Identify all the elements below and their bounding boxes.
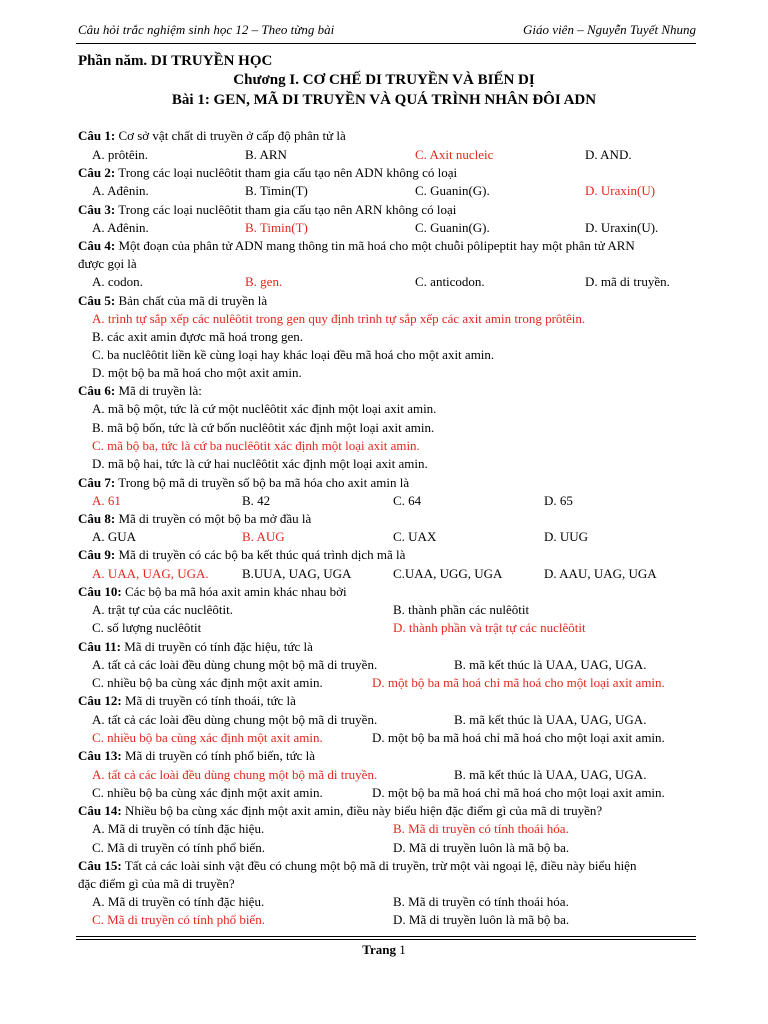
q13-option-c[interactable]: C. nhiều bộ ba cùng xác định một axit amin. — [92, 785, 323, 800]
question-4-cont: được gọi là — [78, 256, 137, 271]
q14-option-b[interactable]: B. Mã di truyền có tính thoái hóa. — [393, 821, 569, 836]
question-2: Câu 2: Trong các loại nuclêôtit tham gia cấu tạo nên ADN không có loại — [78, 165, 458, 180]
q15-option-b[interactable]: B. Mã di truyền có tính thoái hóa. — [393, 894, 569, 909]
question-5: Câu 5: Bản chất của mã di truyền là — [78, 293, 268, 308]
q14-option-c[interactable]: C. Mã di truyền có tính phổ biến. — [92, 840, 265, 855]
q5-option-a[interactable]: A. trình tự sắp xếp các nulêôtit trong gen quy định trình tự sắp xếp các axit amin trong prôtêin. — [92, 311, 586, 326]
q8-option-d[interactable]: D. UUG — [544, 529, 589, 544]
q6-option-a[interactable]: A. mã bộ một, tức là cứ một nuclêôtit xác định một loại axit amin. — [92, 401, 437, 416]
q1-option-c[interactable]: C. Axit nucleic — [415, 147, 494, 162]
header-teacher: Giáo viên – Nguyễn Tuyết Nhung — [523, 22, 696, 37]
question-15: Câu 15: Tất cả các loài sinh vật đều có chung một bộ mã di truyền, trừ một vài ngoại lệ, điều này biểu hiện — [78, 858, 637, 873]
q14-option-a[interactable]: A. Mã di truyền có tính đặc hiệu. — [92, 821, 265, 836]
footer-label: Trang — [362, 942, 396, 957]
q6-option-b[interactable]: B. mã bộ bốn, tức là cứ bốn nuclêôtit xác định một loại axit amin. — [92, 420, 435, 435]
q8-option-b[interactable]: B. AUG — [242, 529, 285, 544]
q2-option-a[interactable]: A. Ađênin. — [92, 183, 149, 198]
q11-option-d[interactable]: D. một bộ ba mã hoá chỉ mã hoá cho một loại axit amin. — [372, 675, 665, 690]
q12-option-b[interactable]: B. mã kết thúc là UAA, UAG, UGA. — [454, 712, 647, 727]
q14-option-d[interactable]: D. Mã di truyền luôn là mã bộ ba. — [393, 840, 570, 855]
q7-option-a[interactable]: A. 61 — [92, 493, 121, 508]
q9-option-c[interactable]: C.UAA, UGG, UGA — [393, 566, 503, 581]
question-9: Câu 9: Mã di truyền có các bộ ba kết thúc quá trình dịch mã là — [78, 547, 406, 562]
q12-option-d[interactable]: D. một bộ ba mã hoá chỉ mã hoá cho một loại axit amin. — [372, 730, 665, 745]
q4-option-b[interactable]: B. gen. — [245, 274, 283, 289]
q12-option-a[interactable]: A. tất cả các loài đều dùng chung một bộ mã di truyền. — [92, 712, 378, 727]
q7-option-c[interactable]: C. 64 — [393, 493, 422, 508]
question-1: Câu 1: Cơ sở vật chất di truyền ở cấp độ phân tử là — [78, 128, 346, 143]
question-8: Câu 8: Mã di truyền có một bộ ba mở đầu là — [78, 511, 312, 526]
q5-option-d[interactable]: D. một bộ ba mã hoá cho một axit amin. — [92, 365, 302, 380]
q2-option-d[interactable]: D. Uraxin(U) — [585, 183, 656, 198]
question-7: Câu 7: Trong bộ mã di truyền số bộ ba mã hóa cho axit amin là — [78, 475, 410, 490]
q13-option-b[interactable]: B. mã kết thúc là UAA, UAG, UGA. — [454, 767, 647, 782]
question-11: Câu 11: Mã di truyền có tính đặc hiệu, tức là — [78, 639, 313, 654]
question-12: Câu 12: Mã di truyền có tính thoái, tức là — [78, 693, 296, 708]
q3-option-d[interactable]: D. Uraxin(U). — [585, 220, 659, 235]
q11-option-b[interactable]: B. mã kết thúc là UAA, UAG, UGA. — [454, 657, 647, 672]
chapter-title: Chương I. CƠ CHẾ DI TRUYỀN VÀ BIẾN DỊ — [233, 72, 535, 88]
question-14: Câu 14: Nhiều bộ ba cùng xác định một axit amin, điều này biểu hiện đặc điểm gì của mã di truyền? — [78, 803, 603, 818]
q8-option-c[interactable]: C. UAX — [393, 529, 437, 544]
q1-option-b[interactable]: B. ARN — [245, 147, 287, 162]
q10-option-c[interactable]: C. số lượng nuclêôtit — [92, 620, 202, 635]
q4-option-c[interactable]: C. anticodon. — [415, 274, 485, 289]
question-6: Câu 6: Mã di truyền là: — [78, 383, 202, 398]
q15-option-d[interactable]: D. Mã di truyền luôn là mã bộ ba. — [393, 912, 570, 927]
q1-option-d[interactable]: D. AND. — [585, 147, 632, 162]
q11-option-c[interactable]: C. nhiều bộ ba cùng xác định một axit amin. — [92, 675, 323, 690]
q5-option-c[interactable]: C. ba nuclêôtit liền kề cùng loại hay khác loại đều mã hoá cho một axit amin. — [92, 347, 495, 362]
q4-option-a[interactable]: A. codon. — [92, 274, 143, 289]
header-subject: Câu hỏi trắc nghiệm sinh học 12 – Theo từng bài — [78, 22, 335, 37]
q15-option-a[interactable]: A. Mã di truyền có tính đặc hiệu. — [92, 894, 265, 909]
question-15-cont: đặc điểm gì của mã di truyền? — [78, 876, 235, 891]
q4-option-d[interactable]: D. mã di truyền. — [585, 274, 670, 289]
q1-option-a[interactable]: A. prôtêin. — [92, 147, 148, 162]
q12-option-c[interactable]: C. nhiều bộ ba cùng xác định một axit amin. — [92, 730, 323, 745]
q9-option-b[interactable]: B.UUA, UAG, UGA — [242, 566, 352, 581]
q2-option-b[interactable]: B. Timin(T) — [245, 183, 308, 198]
q6-option-c[interactable]: C. mã bộ ba, tức là cứ ba nuclêôtit xác định một loại axit amin. — [92, 438, 420, 453]
page-header — [78, 22, 696, 40]
q5-option-b[interactable]: B. các axit amin đựơc mã hoá trong gen. — [92, 329, 304, 344]
q10-option-b[interactable]: B. thành phần các nulêôtit — [393, 602, 530, 617]
q13-option-d[interactable]: D. một bộ ba mã hoá chỉ mã hoá cho một loại axit amin. — [372, 785, 665, 800]
q15-option-c[interactable]: C. Mã di truyền có tính phổ biến. — [92, 912, 265, 927]
page-footer — [0, 942, 768, 958]
q11-option-a[interactable]: A. tất cả các loài đều dùng chung một bộ mã di truyền. — [92, 657, 378, 672]
lesson-title: Bài 1: GEN, MÃ DI TRUYỀN VÀ QUÁ TRÌNH NHÂN ĐÔI ADN — [171, 92, 597, 108]
q3-option-a[interactable]: A. Ađênin. — [92, 220, 149, 235]
q10-option-d[interactable]: D. thành phần và trật tự các nuclêôtit — [393, 620, 586, 635]
q10-option-a[interactable]: A. trật tự của các nuclêôtit. — [92, 602, 233, 617]
q8-option-a[interactable]: A. GUA — [92, 529, 137, 544]
q9-option-d[interactable]: D. AAU, UAG, UGA — [544, 566, 657, 581]
q7-option-b[interactable]: B. 42 — [242, 493, 271, 508]
question-4: Câu 4: Một đoạn của phân tử ADN mang thông tin mã hoá cho một chuỗi pôlipeptit hay một phân tử ARN — [78, 238, 635, 253]
question-13: Câu 13: Mã di truyền có tính phổ biến, tức là — [78, 748, 316, 763]
q13-option-a[interactable]: A. tất cả các loài đều dùng chung một bộ mã di truyền. — [92, 767, 378, 782]
q3-option-c[interactable]: C. Guanin(G). — [415, 220, 490, 235]
footer-divider-top — [76, 936, 696, 937]
q3-option-b[interactable]: B. Timin(T) — [245, 220, 308, 235]
question-3: Câu 3: Trong các loại nuclêôtit tham gia cấu tạo nên ARN không có loại — [78, 202, 457, 217]
q9-option-a[interactable]: A. UAA, UAG, UGA. — [92, 566, 209, 581]
page-number: 1 — [399, 942, 406, 957]
q6-option-d[interactable]: D. mã bộ hai, tức là cứ hai nuclêôtit xác định một loại axit amin. — [92, 456, 428, 471]
header-divider — [76, 43, 696, 44]
question-10: Câu 10: Các bộ ba mã hóa axit amin khác nhau bởi — [78, 584, 347, 599]
part-title: Phần năm. DI TRUYỀN HỌC — [78, 53, 273, 69]
q2-option-c[interactable]: C. Guanin(G). — [415, 183, 490, 198]
q7-option-d[interactable]: D. 65 — [544, 493, 573, 508]
footer-divider-bottom — [76, 939, 696, 940]
